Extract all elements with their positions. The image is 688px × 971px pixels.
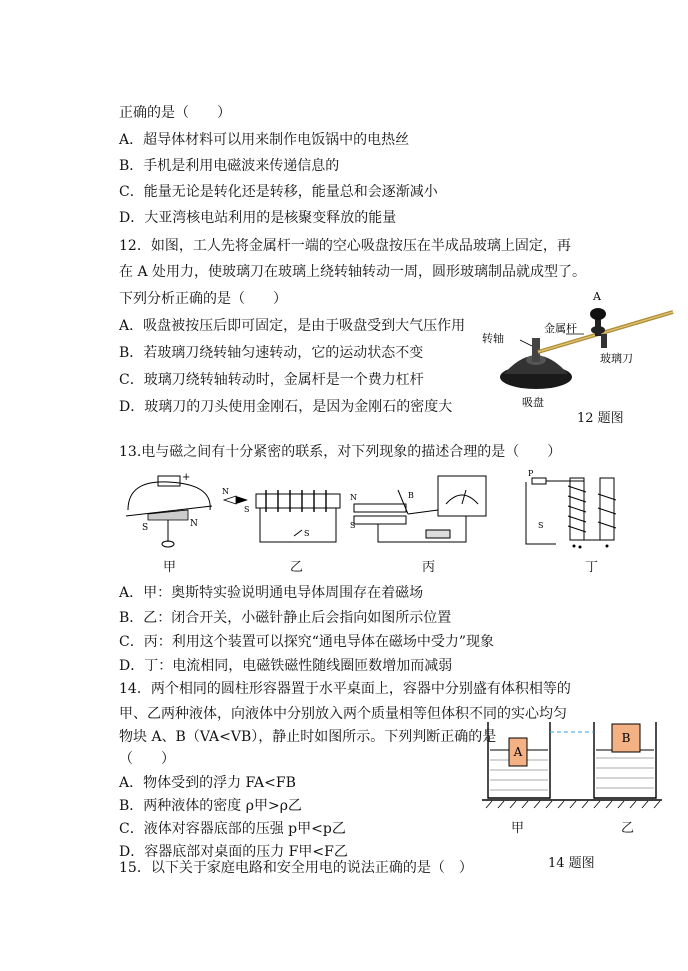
svg-text:S: S xyxy=(244,505,250,514)
q14-stem-line-1: 14．两个相同的圆柱形容器置于水平桌面上，容器中分别盛有体积相等的 xyxy=(119,681,571,697)
svg-text:S: S xyxy=(538,521,544,530)
svg-text:N: N xyxy=(222,488,229,496)
svg-text:N: N xyxy=(350,493,357,502)
q13-caption-yi: 乙 xyxy=(290,560,304,575)
q13-option-d: D．丁：电流相同，电磁铁磁性随线圈匝数增加而减弱 xyxy=(119,658,453,674)
q12-glass-cutter-figure xyxy=(478,282,678,412)
q13-figure-yi xyxy=(222,488,344,548)
q12-stem-line-3: 下列分析正确的是（ ） xyxy=(119,291,287,307)
svg-text:P: P xyxy=(528,469,534,478)
svg-text:+: + xyxy=(182,472,191,483)
q14-option-c: C．液体对容器底部的压强 p甲<p乙 xyxy=(119,821,346,837)
q14-option-a: A．物体受到的浮力 FA<FB xyxy=(119,775,296,791)
q13-option-c: C．丙：利用这个装置可以探究“通电导体在磁场中受力”现象 xyxy=(119,634,495,650)
q12-label-a: A xyxy=(593,290,601,303)
q12-option-d: D．玻璃刀的刀头使用金刚石，是因为金刚石的密度大 xyxy=(119,399,453,415)
q12-label-cutter: 玻璃刀 xyxy=(600,352,633,365)
q13-caption-ding: 丁 xyxy=(585,560,599,575)
q11-option-b: B．手机是利用电磁波来传递信息的 xyxy=(119,158,340,174)
svg-text:N: N xyxy=(190,519,198,529)
q12-label-cup: 吸盘 xyxy=(522,396,544,409)
q11-option-a: A．超导体材料可以用来制作电饭锅中的电热丝 xyxy=(119,132,410,148)
q11-option-d: D．大亚湾核电站利用的是核聚变释放的能量 xyxy=(119,210,397,226)
q12-stem-line-2: 在 A 处用力，使玻璃刀在玻璃上绕转轴转动一周，圆形玻璃制品就成型了。 xyxy=(119,264,587,280)
q14-stem-line-2: 甲、乙两种液体，向液体中分别放入两个质量相等但体积不同的实心均匀 xyxy=(119,706,567,722)
q12-label-axis: 转轴 xyxy=(482,332,504,345)
svg-text:B: B xyxy=(408,491,414,500)
q11-option-c: C．能量无论是转化还是转移，能量总和会逐渐减小 xyxy=(119,184,438,200)
q14-block-b-label: B xyxy=(621,731,631,745)
q12-figure-caption: 12 题图 xyxy=(577,411,624,426)
q12-option-c: C．玻璃刀绕转轴转动时，金属杆是一个费力杠杆 xyxy=(119,372,424,388)
q14-label-yi: 乙 xyxy=(621,821,635,836)
q11-stem-tail: 正确的是（ ） xyxy=(119,105,231,121)
q13-stem: 13.电与磁之间有十分紧密的联系，对下列现象的描述合理的是（ ） xyxy=(119,444,562,460)
q14-stem-line-4: （ ） xyxy=(119,751,175,767)
q12-stem-line-1: 12．如图，工人先将金属杆一端的空心吸盘按压在半成品玻璃上固定，再 xyxy=(119,238,571,254)
q13-option-a: A．甲：奥斯特实验说明通电导体周围存在着磁场 xyxy=(119,585,424,601)
q12-label-rod: 金属杆 xyxy=(544,322,577,335)
svg-text:S: S xyxy=(142,523,149,533)
q13-figure-ding xyxy=(512,468,628,550)
q14-containers-figure xyxy=(482,718,662,818)
q13-option-b: B．乙：闭合开关，小磁针静止后会指向如图所示位置 xyxy=(119,610,452,626)
q12-option-b: B．若玻璃刀绕转轴匀速转动，它的运动状态不变 xyxy=(119,345,424,361)
q12-option-a: A．吸盘被按压后即可固定，是由于吸盘受到大气压作用 xyxy=(119,318,466,334)
q14-label-jia: 甲 xyxy=(511,821,525,836)
q13-figure-bing xyxy=(348,470,498,550)
q15-stem: 15．以下关于家庭电路和安全用电的说法正确的是（ ） xyxy=(119,860,473,876)
q14-figure-caption: 14 题图 xyxy=(548,856,595,871)
q13-caption-bing: 丙 xyxy=(422,560,436,575)
svg-text:S: S xyxy=(350,521,356,530)
q14-option-d: D．容器底部对桌面的压力 F甲<F乙 xyxy=(119,844,348,860)
q13-caption-jia: 甲 xyxy=(163,560,177,575)
svg-text:S: S xyxy=(304,529,310,538)
q13-figure-jia xyxy=(118,470,218,550)
q14-block-a-label: A xyxy=(513,745,523,759)
q14-stem-line-3: 物块 A、B（VA<VB），静止时如图所示。下列判断正确的是 xyxy=(119,729,497,745)
q14-option-b: B．两种液体的密度 ρ甲>ρ乙 xyxy=(119,798,302,814)
